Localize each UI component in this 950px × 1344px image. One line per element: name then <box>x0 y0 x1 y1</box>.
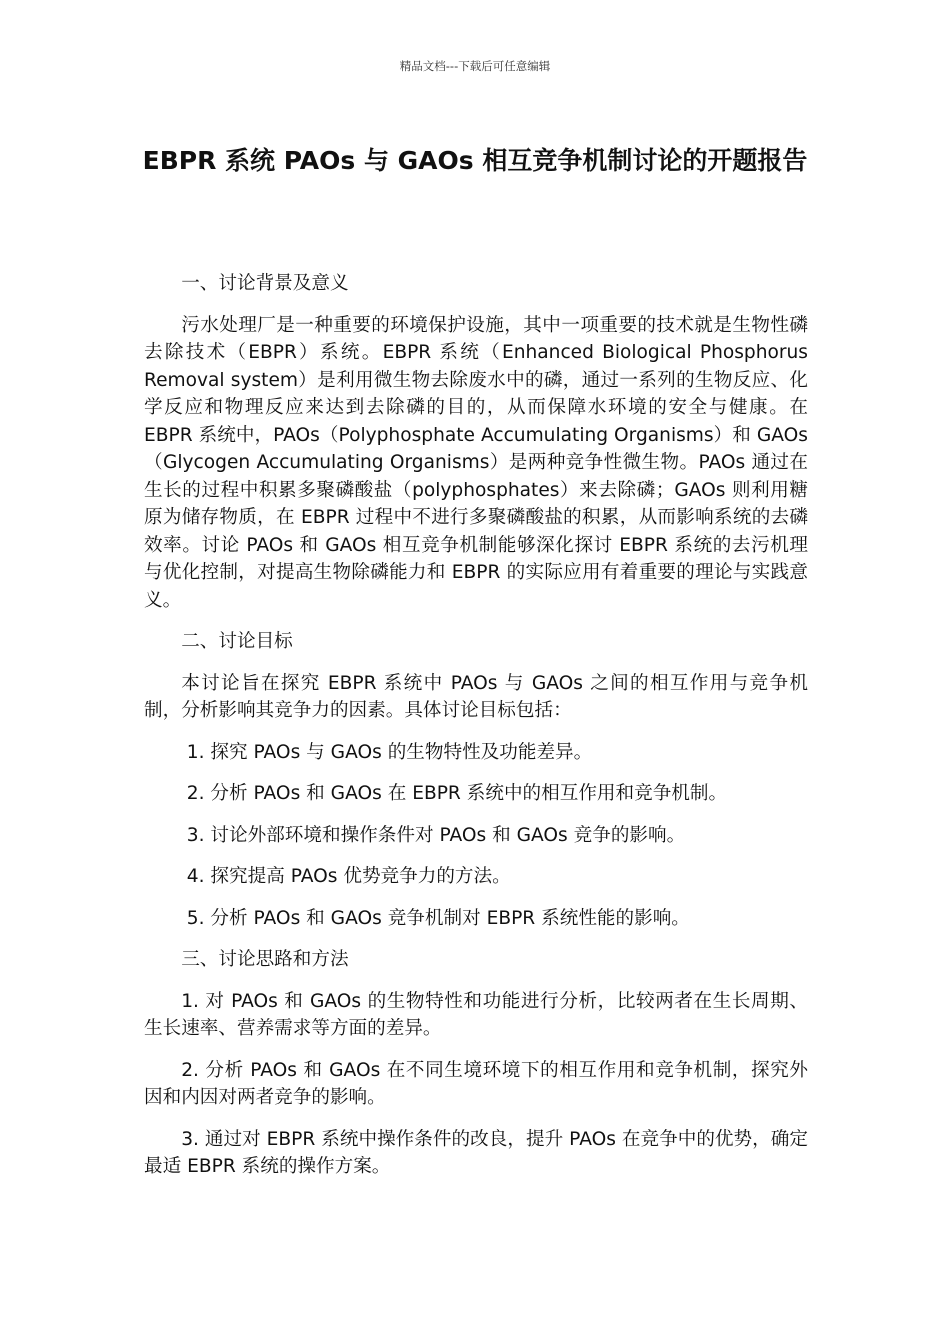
document-body <box>144 270 808 1195</box>
goal-item-1: 1. 探究 PAOs 与 GAOs 的生物特性及功能差异。 <box>186 741 593 763</box>
goals-paragraph: 本讨论旨在探究 EBPR 系统中 PAOs 与 GAOs 之间的相互作用与竞争机制，分析影响其竞争力的因素。具体讨论目标包括： <box>144 672 808 721</box>
goal-item-2: 2. 分析 PAOs 和 GAOs 在 EBPR 系统中的相互作用和竞争机制。 <box>186 783 728 804</box>
method-item-1: 1. 对 PAOs 和 GAOs 的生物特性和功能进行分析，比较两者在生长周期、生长速率、营养需求等方面的差异。 <box>144 990 808 1039</box>
method-item-3: 3. 通过对 EBPR 系统中操作条件的改良，提升 PAOs 在竞争中的优势，确定最适 EBPR 系统的操作方案。 <box>144 1128 808 1177</box>
header-note: 精品文档---下载后可任意编辑 <box>399 59 551 73</box>
document-title: EBPR 系统 PAOs 与 GAOs 相互竞争机制讨论的开题报告 <box>142 146 808 175</box>
section-heading-background: 一、讨论背景及意义 <box>181 273 349 294</box>
background-paragraph: 污水处理厂是一种重要的环境保护设施，其中一项重要的技术就是生物性磷去除技术（EBPR）系统。EBPR 系统（Enhanced Biological Phosphorus Removal system）是利用微生物去除废水中的磷，通过一系列的生物反应、化学反应和物理反应来达到去除磷的目的，从而保障水环境的安全与健康。在 EBPR 系统中，PAOs（Polyphosphate Accumulating Organisms）和 GAOs（Glycogen Accumulating Organisms）是两种竞争性微生物。PAOs 通过在生长的过程中积累多聚磷酸盐（polyphosphates）来去除磷；GAOs 则利用糖原为储存物质，在 EBPR 过程中不进行多聚磷酸盐的积累，从而影响系统的去磷效率。讨论 PAOs 和 GAOs 相互竞争机制能够深化探讨 EBPR 系统的去污机理与优化控制，对提高生物除磷能力和 EBPR 的实际应用有着重要的理论与实践意义。 <box>144 314 808 611</box>
method-item-2: 2. 分析 PAOs 和 GAOs 在不同生境环境下的相互作用和竞争机制，探究外因和内因对两者竞争的影响。 <box>144 1059 808 1108</box>
goal-item-3: 3. 讨论外部环境和操作条件对 PAOs 和 GAOs 竞争的影响。 <box>186 824 686 846</box>
goal-item-4: 4. 探究提高 PAOs 优势竞争力的方法。 <box>186 866 511 887</box>
section-heading-goals: 二、讨论目标 <box>181 631 293 652</box>
goal-item-5: 5. 分析 PAOs 和 GAOs 竞争机制对 EBPR 系统性能的影响。 <box>186 907 690 929</box>
section-heading-methods: 三、讨论思路和方法 <box>181 949 349 970</box>
